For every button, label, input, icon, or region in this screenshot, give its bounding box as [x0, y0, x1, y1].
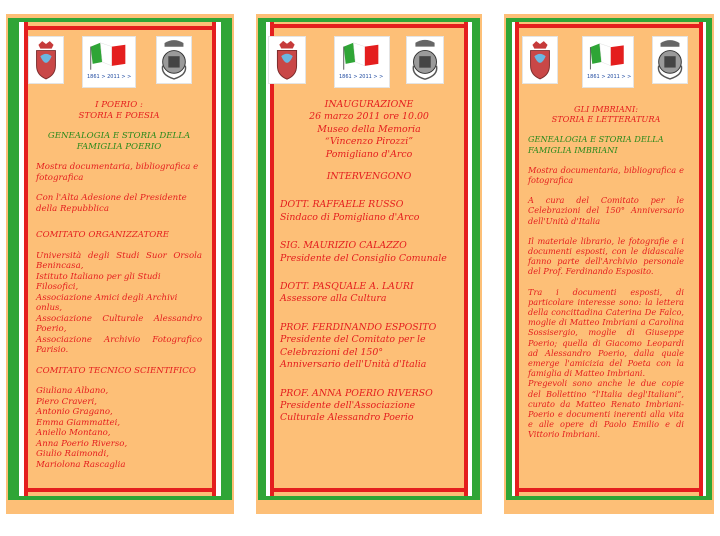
left-committee-title: COMITATO ORGANIZZATORE — [36, 230, 170, 240]
right-subtitle-line2: FAMIGLIA IMBRIANI — [528, 144, 618, 155]
left-title-line1: I POERIO : — [95, 100, 143, 110]
red-border-top — [515, 24, 703, 28]
left-tech-member: Mariolona Rascaglia — [36, 459, 126, 470]
left-exhibition: Mostra documentaria, bibliografica e fotografica — [36, 162, 199, 183]
left-content — [36, 100, 202, 470]
coat-of-arms-logo — [522, 36, 558, 84]
right-exhibition: Mostra documentaria, bibliografica e fotografica — [528, 164, 684, 186]
speaker-name: PROF. FERDINANDO ESPOSITO — [280, 321, 437, 333]
speaker-role: Sindaco di Pomigliano d'Arco — [280, 211, 420, 223]
flag-logo-caption: 1861 > 2011 > > — [587, 74, 632, 80]
left-committee-member: Associazione Culturale Alessandro Poerio, — [36, 313, 202, 334]
left-tech-member: Antonio Gragano, — [36, 407, 113, 417]
municipal-crest-logo — [406, 36, 444, 84]
left-subtitle-line1: GENEALOGIA E STORIA DELLA — [47, 131, 191, 141]
red-border-bottom — [24, 488, 216, 492]
inaug-date: 26 marzo 2011 ore 10.00 — [309, 111, 429, 123]
logo-row — [6, 36, 234, 96]
left-tech-member: Piero Craveri, — [36, 396, 97, 407]
municipal-crest-logo — [156, 36, 192, 84]
left-tech-title: COMITATO TECNICO SCIENTIFICO — [36, 365, 196, 376]
italy-150-flag-logo — [82, 36, 136, 88]
left-adhesion: Con l'Alta Adesione del Presidente della Repubblica — [36, 193, 187, 214]
venue-name: “Vincenzo Pirozzi” — [324, 136, 414, 148]
italy-150-flag-logo — [582, 36, 634, 88]
speaker-role: Presidente del Comitato per le Celebrazioni del 150° Anniversario dell'Unità d'Italia — [280, 334, 427, 371]
flag-logo-caption: 1861 > 2011 > > — [339, 74, 384, 80]
right-documents: Tra i documenti esposti, di particolare interesse sono: la lettera della concittadina Caterina De Falco, moglie di Matteo Imbriani a Carolina Sossisergio, moglie di Giuseppe Poerio; quella di Giacomo Leopardi ad Alessandro Poerio, dalla quale emerge l'amicizia del Poeta con la famiglia di Matteo Imbriani. — [528, 286, 684, 379]
coat-of-arms-logo — [268, 36, 306, 84]
panel-right — [504, 14, 714, 514]
right-title-line1: GLI IMBRIANI: — [574, 104, 638, 114]
green-border-bottom — [258, 496, 480, 500]
red-border-bottom — [515, 488, 703, 492]
green-border-bottom — [8, 496, 232, 500]
left-tech-member: Anna Poerio Riverso, — [36, 438, 128, 449]
inaug-title: INAUGURAZIONE — [324, 99, 414, 110]
panel-left — [6, 14, 234, 514]
speaker-role: Assessore alla Cultura — [280, 293, 387, 305]
left-tech-member: Emma Giammattei, — [36, 417, 121, 428]
left-tech-member: Aniello Montano, — [36, 428, 111, 438]
red-border-top — [270, 24, 468, 28]
left-tech-member: Giulio Raimondi, — [36, 449, 109, 459]
logo-row — [256, 36, 482, 96]
panel-center — [256, 14, 482, 514]
flag-logo-caption: 1861 > 2011 > > — [87, 74, 132, 80]
municipal-crest-logo — [652, 36, 688, 84]
left-committee-member: Associazione Amici degli Archivi onlus, — [36, 292, 178, 313]
speaker-name: SIG. MAURIZIO CALAZZO — [280, 240, 407, 252]
green-border-top — [8, 18, 232, 22]
right-content — [528, 104, 684, 440]
speaker-name: DOTT. PASQUALE A. LAURI — [280, 281, 414, 293]
speaker-name: PROF. ANNA POERIO RIVERSO — [280, 387, 433, 399]
coat-of-arms-logo — [28, 36, 64, 84]
left-committee-member: Istituto Italiano per gli Studi Filosofici, — [36, 271, 161, 292]
speakers-title: INTERVENGONO — [326, 171, 412, 183]
left-subtitle-line2: FAMIGLIA POERIO — [76, 141, 162, 152]
italy-150-flag-logo — [334, 36, 390, 88]
left-committee-member: Associazione Archivio Fotografico Parisio. — [36, 334, 202, 355]
venue: Museo della Memoria — [317, 123, 421, 135]
logo-row — [504, 36, 714, 96]
left-title-line2: STORIA E POESIA — [78, 110, 160, 121]
speaker-name: DOTT. RAFFAELE RUSSO — [280, 199, 404, 211]
green-border-bottom — [506, 496, 712, 500]
city: Pomigliano d'Arco — [325, 148, 413, 160]
speaker-role: Presidente del Consiglio Comunale — [280, 252, 447, 264]
right-copies: Pregevoli sono anche le due copie del Bollettino “l'Italia degl'Italiani”, curato da Matteo Renato Imbriani-Poerio e documenti inerenti alla vita e alle opere di Paolo Emilio e di Vittorio Imbriani. — [528, 378, 684, 440]
red-border-bottom — [270, 488, 468, 492]
red-border-top — [24, 26, 216, 30]
speaker-role: Presidente dell'Associazione Culturale Alessandro Poerio — [280, 399, 416, 424]
right-subtitle-line1: GENEALOGIA E STORIA DELLA — [528, 134, 664, 145]
right-material: Il materiale librario, le fotografie e i documenti esposti, con le didascalie fanno parte dell'Archivio personale del Prof. Ferdinando Esposito. — [528, 235, 684, 277]
center-content — [280, 99, 458, 425]
right-title-line2: STORIA E LETTERATURA — [551, 114, 661, 125]
left-tech-member: Giuliana Albano, — [36, 386, 109, 396]
left-committee-member: Università degli Studi Suor Orsola Benincasa, — [36, 250, 202, 271]
green-border-top — [506, 18, 712, 22]
right-curated: A cura del Comitato per le Celebrazioni del 150° Anniversario dell'Unità d'Italia — [528, 195, 684, 226]
green-border-top — [258, 18, 480, 22]
